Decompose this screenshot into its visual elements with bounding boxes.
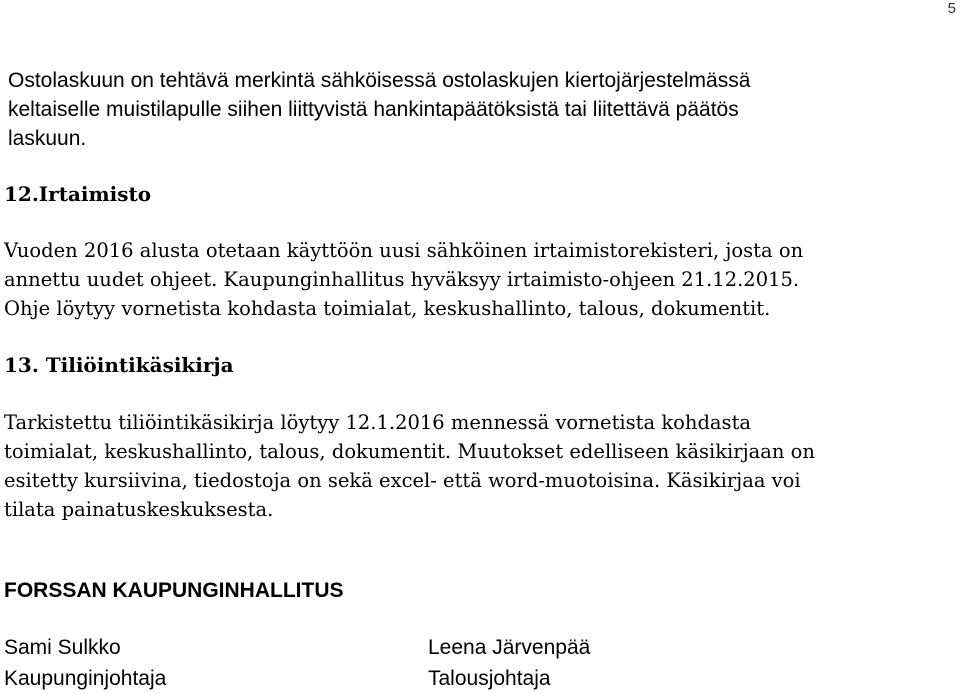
section-13-line: tilata painatuskeskuksesta. — [4, 498, 274, 521]
intro-line: laskuun. — [8, 127, 87, 150]
section-13-line: Tarkistettu tiliöintikäsikirja löytyy 12.1.2016 mennessä vornetista kohdasta — [4, 411, 752, 434]
section-13-line: esitetty kursiivina, tiedostoja on sekä excel- että word-muotoisina. Käsikirjaa voi — [4, 469, 801, 492]
organization-name: FORSSAN KAUPUNGINHALLITUS — [4, 579, 344, 602]
section-12-line: Vuoden 2016 alusta otetaan käyttöön uusi sähköinen irtaimistorekisteri, josta on — [4, 239, 804, 262]
signer-block — [4, 632, 166, 694]
signer-title: Talousjohtaja — [428, 667, 551, 690]
signer-name: Leena Järvenpää — [428, 636, 591, 659]
signer-block — [428, 632, 590, 694]
signer-name: Sami Sulkko — [4, 636, 121, 659]
intro-line: Ostolaskuun on tehtävä merkintä sähköisessä ostolaskujen kiertojärjestelmässä — [8, 69, 751, 92]
section-13-paragraph — [4, 408, 944, 524]
section-12-heading: 12.Irtaimisto — [4, 182, 152, 206]
section-13-line: toimialat, keskushallinto, talous, dokumentit. Muutokset edelliseen käsikirjaan on — [4, 440, 815, 463]
page-number: 5 — [947, 0, 956, 17]
section-12-paragraph — [4, 236, 944, 323]
intro-line: keltaiselle muistilapulle siihen liittyvistä hankintapäätöksistä tai liitettävä päätös — [8, 98, 739, 121]
section-13-heading: 13. Tiliöintikäsikirja — [4, 353, 234, 377]
intro-paragraph — [8, 66, 948, 153]
section-12-line: annettu uudet ohjeet. Kaupunginhallitus hyväksyy irtaimisto-ohjeen 21.12.2015. — [4, 268, 800, 291]
section-12-line: Ohje löytyy vornetista kohdasta toimialat, keskushallinto, talous, dokumentit. — [4, 297, 771, 320]
signer-title: Kaupunginjohtaja — [4, 667, 167, 690]
